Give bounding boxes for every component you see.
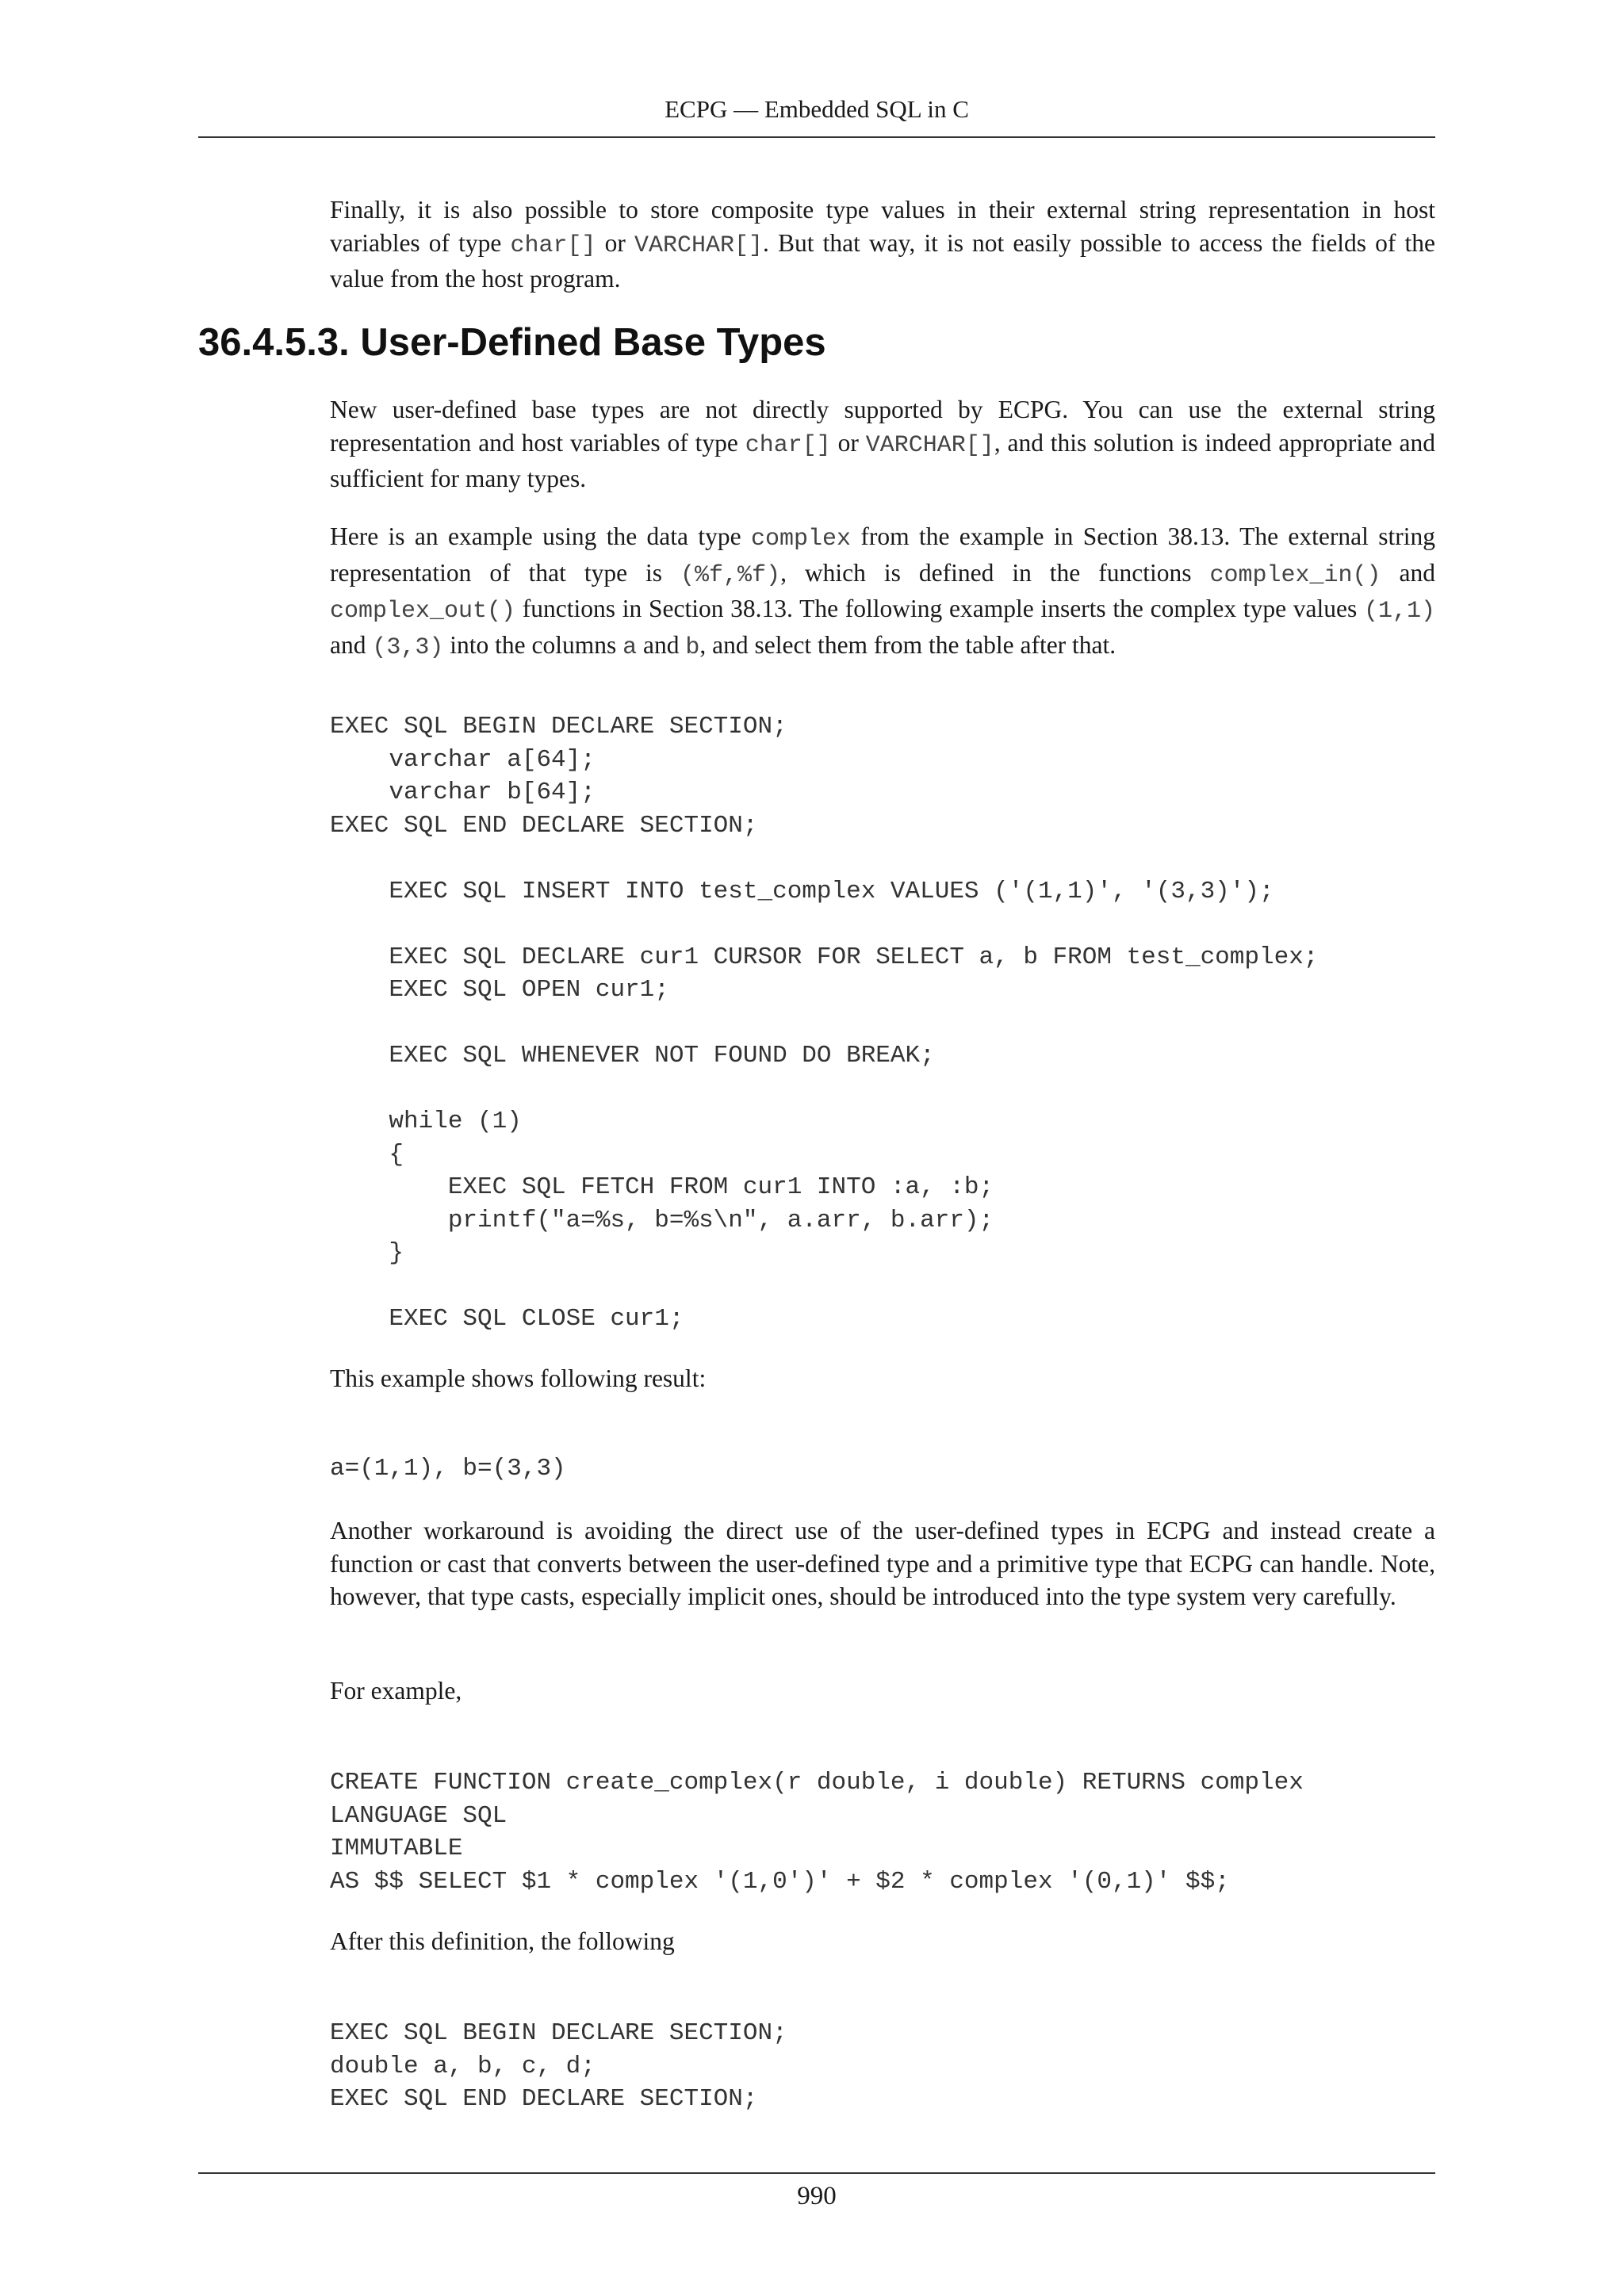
page-header: ECPG — Embedded SQL in C xyxy=(665,95,969,123)
intro-paragraph xyxy=(330,193,1435,296)
inline-code: VARCHAR[] xyxy=(865,431,994,459)
paragraph-after-definition: After this definition, the following xyxy=(330,1927,675,1955)
para1-block xyxy=(330,393,1435,496)
page-number: 990 xyxy=(797,2182,837,2210)
code-example-1-block xyxy=(330,710,1435,1336)
text-run: or xyxy=(596,228,634,257)
code-example-2-block xyxy=(330,1452,1435,1486)
inline-code: VARCHAR[] xyxy=(634,232,763,259)
text-run: or xyxy=(830,428,866,457)
para2-block xyxy=(330,520,1435,664)
code-example-4-block xyxy=(330,2017,1435,2116)
text-run: . But that way, it is not easily possible to access the fields of the value from the host program. xyxy=(330,228,1435,293)
footer-rule xyxy=(198,2172,1435,2174)
code-example-cursor: EXEC SQL BEGIN DECLARE SECTION; varchar a[64]; varchar b[64]; EXEC SQL END DECLARE SECTION; EXEC SQL INSERT INTO test_complex VALUES ('(1,1)', '(3,3)'); EXEC SQL DECLARE cur1 CURSOR FOR SELECT a, b FROM test_complex; EXEC SQL OPEN cur1; EXEC SQL WHENEVER NOT FOUND DO BREAK; while (1) { EXEC SQL FETCH FROM cur1 INTO :a, :b; printf("a=%s, b=%s\n", a.arr, b.arr); } EXEC SQL CLOSE cur1; xyxy=(330,713,1319,1333)
paragraph-complex-example xyxy=(330,520,1435,664)
inline-code: b xyxy=(685,633,700,661)
para4-block xyxy=(330,1514,1435,1613)
text-run: functions in Section 38.13. The following example inserts the complex type values xyxy=(515,595,1364,622)
paragraph-base-types xyxy=(330,393,1435,496)
code-example-declare: EXEC SQL BEGIN DECLARE SECTION; double a, b, c, d; EXEC SQL END DECLARE SECTION; xyxy=(330,2019,787,2113)
intro-paragraph-block xyxy=(330,193,1435,296)
para6-block xyxy=(330,1925,1435,1958)
inline-code: char[] xyxy=(510,232,596,259)
paragraph-result-intro: This example shows following result: xyxy=(330,1364,707,1392)
code-example-result: a=(1,1), b=(3,3) xyxy=(330,1455,566,1483)
text-run: and xyxy=(637,630,686,659)
inline-code: (3,3) xyxy=(372,633,444,661)
inline-code: complex_in() xyxy=(1209,561,1381,589)
inline-code: char[] xyxy=(745,431,831,459)
inline-code: (%f,%f) xyxy=(680,561,781,589)
para3-block xyxy=(330,1362,1435,1395)
para5-block xyxy=(330,1674,1435,1708)
text-run: and xyxy=(1381,558,1435,587)
header-rule xyxy=(198,136,1435,138)
text-run: New user-defined base types are not directly supported by ECPG. You can use the external string representation and host variables of type xyxy=(330,396,1435,457)
inline-code: (1,1) xyxy=(1363,598,1435,625)
text-run: , and this solution is indeed appropriate and sufficient for many types. xyxy=(330,428,1435,492)
code-example-create-function: CREATE FUNCTION create_complex(r double, i double) RETURNS complex LANGUAGE SQL IMMUTABLE AS $$ SELECT $1 * complex '(1,0')' + $2 * complex '(0,1)' $$; xyxy=(330,1769,1304,1896)
inline-code: a xyxy=(622,633,638,661)
paragraph-workaround: Another workaround is avoiding the direct use of the user-defined types in ECPG and instead create a function or cast that converts between the user-defined type and a primitive type that ECPG can handle. Note, however, that type casts, especially implicit ones, should be introduced into the type system very carefully. xyxy=(330,1517,1435,1610)
text-run: from the example in Section 38.13. The external string representation of that type is xyxy=(330,522,1435,587)
text-run: into the columns xyxy=(443,630,623,659)
text-run: Finally, it is also possible to store composite type values in their external string representation in host variables of type xyxy=(330,196,1435,257)
paragraph-for-example: For example, xyxy=(330,1677,462,1705)
section-heading: 36.4.5.3. User-Defined Base Types xyxy=(198,321,826,364)
text-run: and xyxy=(330,630,373,659)
text-run: Here is an example using the data type xyxy=(330,522,751,550)
inline-code: complex xyxy=(750,526,851,553)
text-run: , which is defined in the functions xyxy=(780,558,1210,587)
code-example-3-block xyxy=(330,1766,1435,1898)
text-run: , and select them from the table after that. xyxy=(699,630,1116,659)
inline-code: complex_out() xyxy=(330,598,516,625)
